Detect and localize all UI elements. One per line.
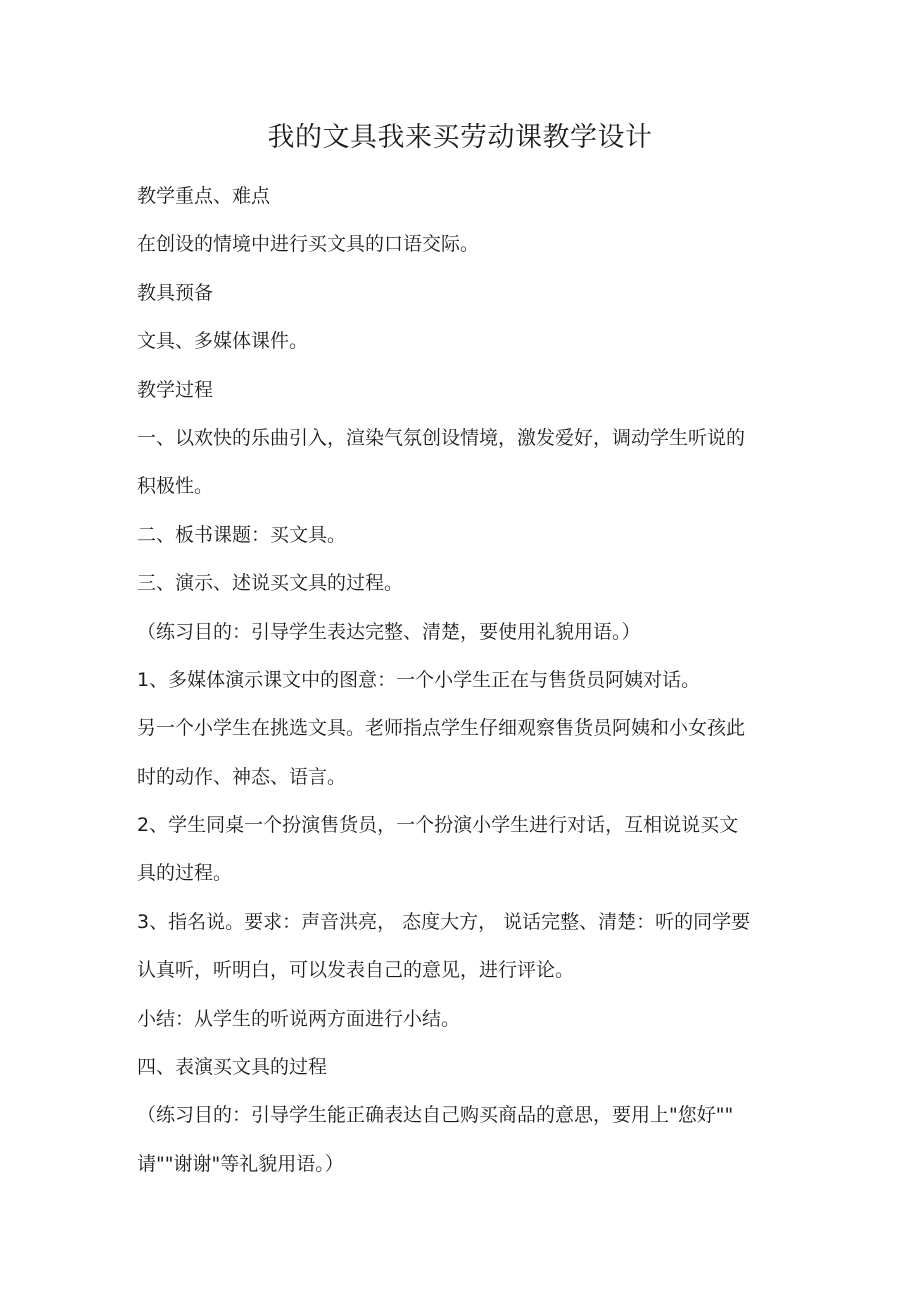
paragraph-line: 认真听，听明白，可以发表自己的意见，进行评论。: [137, 959, 575, 982]
paragraph-line: 文具、多媒体课件。: [137, 330, 309, 353]
paragraph-line: 时的动作、神态、语言。: [137, 765, 347, 788]
paragraph-line: 一、以欢快的乐曲引入，渲染气氛创设情境，激发爱好，调动学生听说的: [137, 426, 746, 449]
paragraph-line: 具的过程。: [137, 862, 233, 885]
document-title: 我的文具我来买劳动课教学设计: [267, 122, 653, 153]
section-heading-process: 教学过程: [137, 378, 214, 401]
paragraph-line: 二、板书课题：买文具。: [137, 523, 347, 546]
paragraph-line: 另一个小学生在挑选文具。老师指点学生仔细观察售货员阿姨和小女孩此: [137, 717, 746, 740]
section-heading-materials: 教具预备: [137, 281, 214, 304]
paragraph-line: （练习目的：引导学生能正确表达自己购买商品的意思，要用上"您好"": [137, 1104, 734, 1127]
paragraph-line: 积极性。: [137, 475, 214, 498]
document-body: [137, 172, 797, 1188]
paragraph-line: 小结：从学生的听说两方面进行小结。: [137, 1007, 461, 1030]
paragraph-line: 请""谢谢"等礼貌用语。）: [137, 1152, 344, 1175]
section-heading-key-points: 教学重点、难点: [137, 185, 271, 207]
paragraph-line: 四、表演买文具的过程: [137, 1056, 328, 1079]
paragraph-line: （练习目的：引导学生表达完整、清楚，要使用礼貌用语。）: [137, 620, 641, 643]
paragraph-line: 2、学生同桌一个扮演售货员，一个扮演小学生进行对话，互相说说买文: [137, 814, 739, 837]
paragraph-line: 3、指名说。要求：声音洪亮， 态度大方， 说话完整、清楚：听的同学要: [137, 910, 751, 933]
paragraph-line: 1、多媒体演示课文中的图意：一个小学生正在与售货员阿姨对话。: [137, 668, 701, 691]
paragraph-line: 三、演示、述说买文具的过程。: [137, 572, 404, 595]
paragraph-line: 在创设的情境中进行买文具的口语交际。: [137, 233, 480, 256]
